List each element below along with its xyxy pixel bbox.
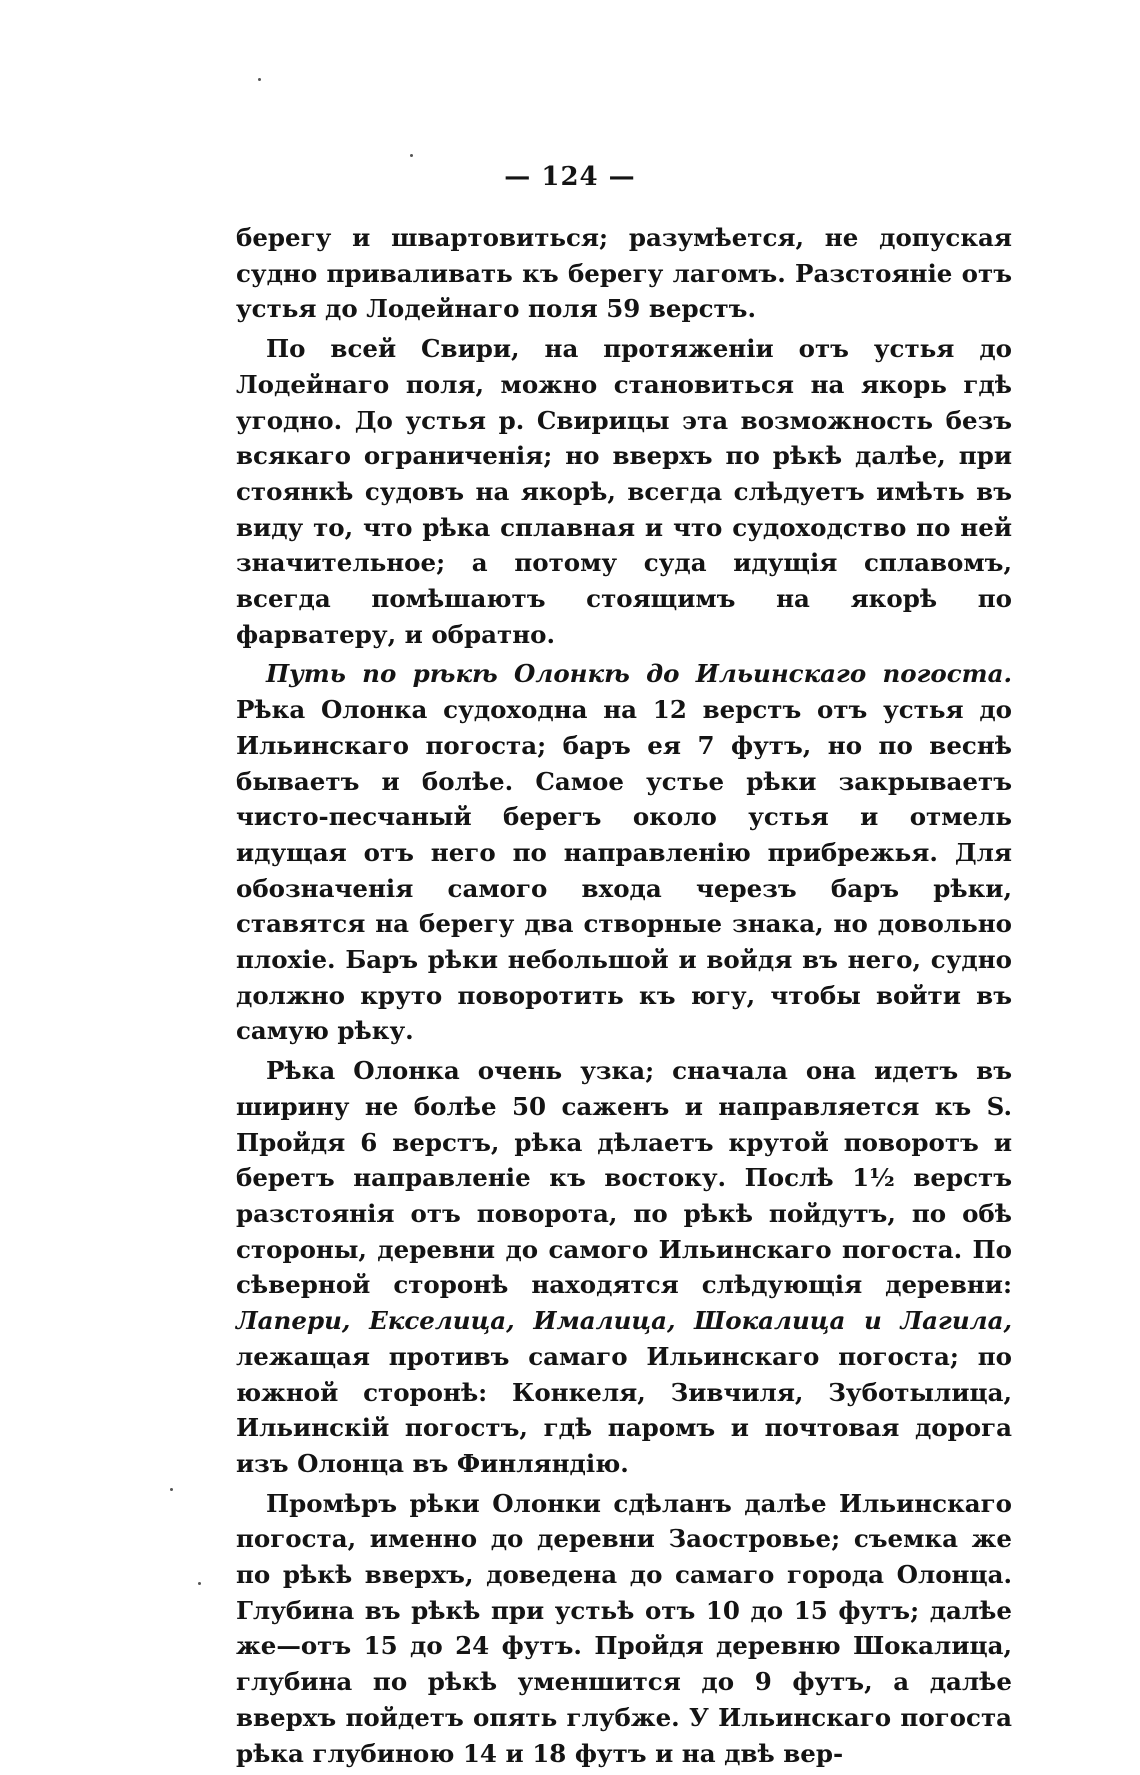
paragraph-2 — [236, 331, 1012, 652]
scan-speck — [410, 154, 413, 157]
section-heading: Путь по рѣкѣ Олонкѣ до Ильинскаго погоста. — [266, 659, 1012, 689]
paragraph-1-text: берегу и швартовиться; разумѣется, не допуская судно приваливать къ берегу лагомъ. Разстояніе отъ устья до Лодейнаго поля 59 верстъ. — [236, 223, 1012, 324]
village-names: Лапери, Екселица, Ималица, Шокалица и Лагила, — [236, 1306, 1012, 1336]
scan-speck — [198, 1582, 201, 1585]
paragraph-4-text-a: Рѣка Олонка очень узка; сначала она идетъ въ ширину не болѣе 50 саженъ и направляется къ S. Пройдя 6 верстъ, рѣка дѣлаетъ крутой поворотъ и беретъ направленіе къ востоку. Послѣ 1½ верстъ разстоянія отъ поворота, по рѣкѣ пойдутъ, по обѣ стороны, деревни до самого Ильинскаго погоста. По сѣверной сторонѣ находятся слѣдующія деревни: — [236, 1056, 1012, 1300]
paragraph-1 — [236, 220, 1012, 327]
paragraph-4-text-b: лежащая противъ самаго Ильинскаго погоста; по южной сторонѣ: Конкеля, Зивчиля, Зуботылица, Ильинскій погостъ, гдѣ паромъ и почтовая дорога изъ Олонца въ Финляндію. — [236, 1341, 1012, 1478]
page-number: — 124 — — [504, 162, 636, 192]
paragraph-2-text: По всей Свири, на протяженіи отъ устья до Лодейнаго поля, можно становиться на якорь гдѣ угодно. До устья р. Свирицы эта возможность безъ всякаго ограниченія; но вверхъ по рѣкѣ далѣе, при стоянкѣ судовъ на якорѣ, всегда слѣдуетъ имѣть въ виду то, что рѣка сплавная и что судоходство по ней значительное; а потому суда идущія сплавомъ, всегда помѣшаютъ стоящимъ на якорѣ по фарватеру, и обратно. — [236, 334, 1012, 649]
paragraph-4 — [236, 1053, 1012, 1481]
body-text — [236, 220, 1012, 1775]
paragraph-3-text: Рѣка Олонка судоходна на 12 верстъ отъ устья до Ильинскаго погоста; баръ ея 7 футъ, но по веснѣ бываетъ и болѣе. Самое устье рѣки закрываетъ чисто-песчаный берегъ около устья и отмель идущая отъ него по направленію прибрежья. Для обозначенія самого входа черезъ баръ рѣки, ставятся на берегу два створные знака, но довольно плохіе. Баръ рѣки небольшой и войдя въ него, судно должно круто поворотить къ югу, чтобы войти въ самую рѣку. — [236, 695, 1012, 1046]
paragraph-5-text: Промѣръ рѣки Олонки сдѣланъ далѣе Ильинскаго погоста, именно до деревни Заостровье; съемка же по рѣкѣ вверхъ, доведена до самаго города Олонца. Глубина въ рѣкѣ при устьѣ отъ 10 до 15 футъ; далѣе же—отъ 15 до 24 футъ. Пройдя деревню Шокалица, глубина по рѣкѣ уменшится до 9 футъ, а далѣе вверхъ пойдетъ опять глубже. У Ильинскаго погоста рѣка глубиною 14 и 18 футъ и на двѣ вер- — [236, 1488, 1012, 1768]
paragraph-5 — [236, 1486, 1012, 1772]
scan-speck — [258, 78, 261, 81]
scan-speck — [170, 1488, 173, 1491]
paragraph-3 — [236, 656, 1012, 1049]
